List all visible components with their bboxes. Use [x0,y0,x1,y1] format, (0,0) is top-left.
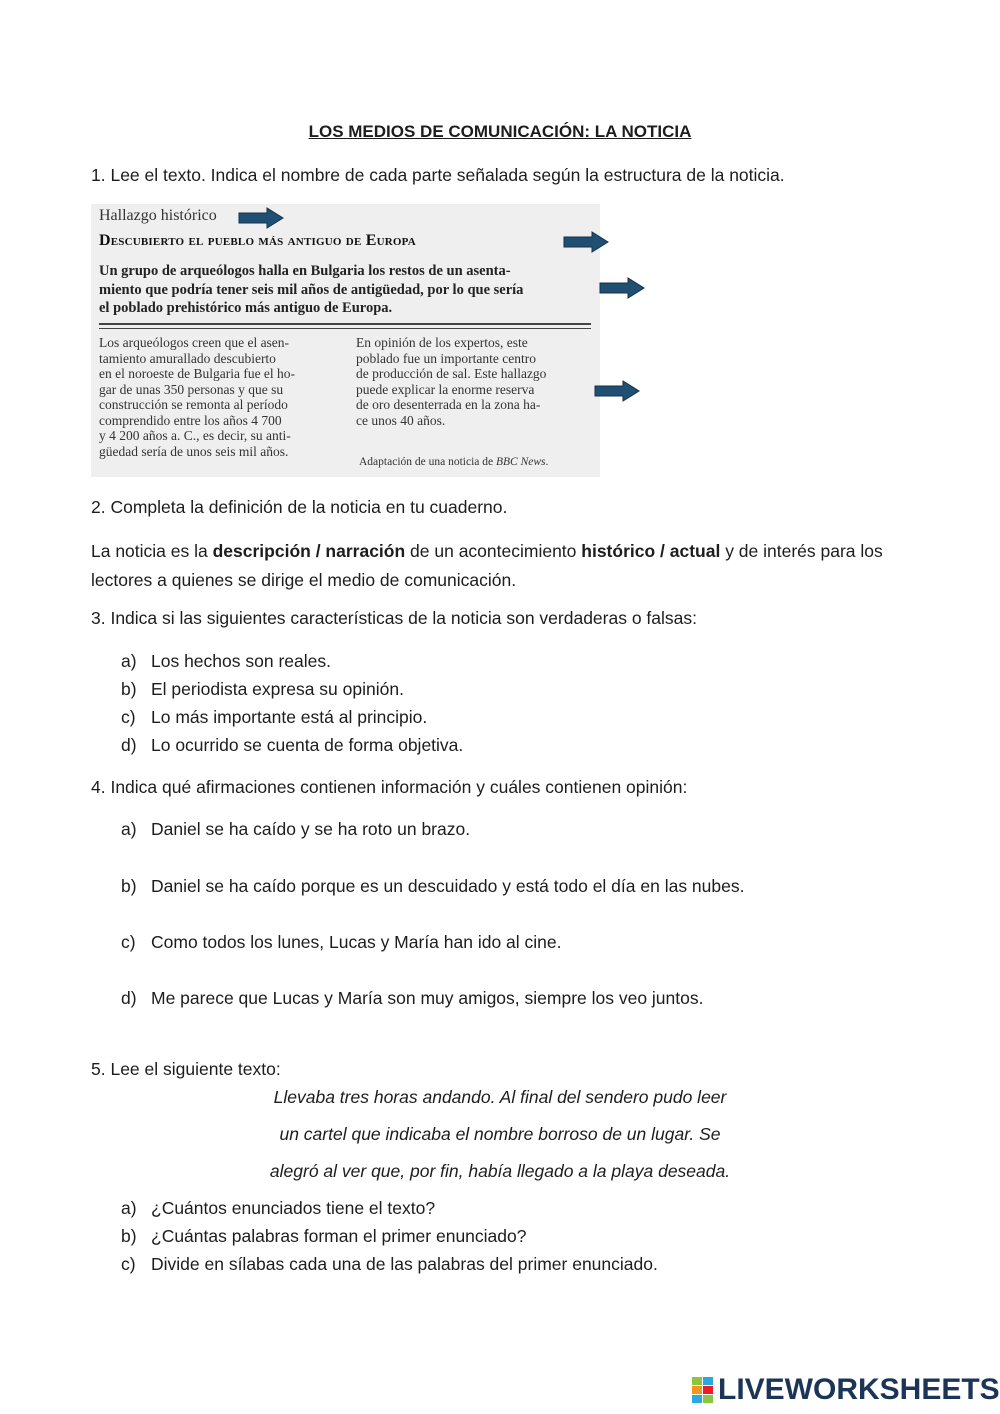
news-source-suffix: . [545,456,549,468]
list-item [121,1225,526,1247]
list-text: Me parece que Lucas y María son muy amigos, siempre los veo juntos. [151,988,704,1008]
list-item [121,931,562,953]
list-text: Los hechos son reales. [151,651,331,671]
list-letter: c) [121,707,136,727]
news-section-label: Hallazgo histórico [99,207,217,224]
news-body-line: En opinión de los expertos, este [356,335,528,350]
definition-text: y de interés para los lectores a quienes se dirige el medio de comunicación. [91,541,883,590]
news-body-line: construcción se remonta al período [99,397,288,412]
list-item [121,987,703,1009]
list-text: Daniel se ha caído porque es un descuidado y está todo el día en las nubes. [151,876,745,896]
news-body-line: en el noroeste de Bulgaria fue el ho- [99,366,296,381]
list-text: Lo ocurrido se cuenta de forma objetiva. [151,735,464,755]
list-item [121,875,744,897]
list-letter: b) [121,1226,137,1246]
news-source-prefix: Adaptación de una noticia de [359,456,496,468]
news-body-line: de oro desenterrada en la zona ha- [356,397,541,412]
list-text: El periodista expresa su opinión. [151,679,404,699]
list-letter: c) [121,932,136,952]
list-text: Como todos los lunes, Lucas y María han ido al cine. [151,932,562,952]
quote-line: alegró al ver que, por fin, había llegado a la playa deseada. [269,1161,731,1181]
quote-line: un cartel que indicaba el nombre borroso de un lugar. Se [279,1124,721,1144]
question-2: 2. Completa la definición de la noticia en tu cuaderno. [91,497,508,517]
list-text: ¿Cuántas palabras forman el primer enunciado? [151,1226,527,1246]
definition-paragraph [91,537,921,595]
list-letter: b) [121,876,137,896]
news-body-column-1 [99,335,339,459]
quote-line: Llevaba tres horas andando. Al final del sendero pudo leer [273,1087,727,1107]
list-item [121,678,404,700]
news-body-line: tamiento amurallado descubierto [99,350,276,366]
list-letter: c) [121,1254,136,1274]
news-body-line: y 4 200 años a. C., es decir, su anti- [99,428,291,443]
news-body-line: gar de unas 350 personas y que su [99,381,284,397]
question-4: 4. Indica qué afirmaciones contienen información y cuáles contienen opinión: [91,777,688,797]
list-item [121,734,463,756]
arrow-right-icon [238,207,284,229]
news-headline: Descubierto el pueblo más antiguo de Europa [99,232,416,249]
news-body-column-2 [356,335,596,428]
news-divider [99,328,591,329]
definition-option: descripción / narración [212,541,406,561]
logo-blocks-icon [692,1377,714,1403]
news-lead [99,262,591,318]
news-body-line: puede explicar la enorme reserva [356,381,535,397]
list-letter: a) [121,651,137,671]
question-3: 3. Indica si las siguientes características de la noticia son verdaderas o falsas: [91,608,698,628]
news-body-line: güedad sería de unos seis mil años. [99,443,289,459]
news-body-line: de producción de sal. Este hallazgo [356,366,547,381]
news-body-line: poblado fue un importante centro [356,350,536,366]
arrow-right-icon [599,277,645,299]
list-item [121,1253,658,1275]
definition-text: La noticia es la [91,541,213,561]
news-source [359,456,548,468]
definition-text: de un acontecimiento [405,541,582,561]
news-body-line: ce unos 40 años. [356,412,446,428]
question-1: 1. Lee el texto. Indica el nombre de cada parte señalada según la estructura de la noticia. [91,165,785,185]
list-item [121,818,470,840]
definition-option: histórico / actual [581,541,721,561]
news-clipping [91,204,600,477]
arrow-right-icon [594,380,640,402]
news-lead-line: Un grupo de arqueólogos halla en Bulgaria los restos de un asenta- [99,263,511,279]
arrow-right-icon [563,231,609,253]
list-text: Daniel se ha caído y se ha roto un brazo. [151,819,471,839]
list-item [121,706,427,728]
page-title: LOS MEDIOS DE COMUNICACIÓN: LA NOTICIA [308,122,692,141]
list-letter: d) [121,988,137,1008]
list-letter: a) [121,819,137,839]
news-lead-line: miento que podría tener seis mil años de antigüedad, por lo que sería [99,281,524,298]
logo-text: LIVEWORKSHEETS [718,1373,1000,1406]
news-lead-line: el poblado prehistórico más antiguo de Europa. [99,300,393,316]
list-letter: d) [121,735,137,755]
list-item [121,650,331,672]
news-source-name: BBC News [496,456,546,468]
news-divider [99,323,591,325]
list-letter: a) [121,1198,137,1218]
question-5: 5. Lee el siguiente texto: [91,1059,281,1079]
list-text: Lo más importante está al principio. [151,707,428,727]
list-item [121,1197,435,1219]
list-text: Divide en sílabas cada una de las palabras del primer enunciado. [151,1254,658,1274]
list-letter: b) [121,679,137,699]
list-text: ¿Cuántos enunciados tiene el texto? [151,1198,436,1218]
liveworksheets-logo [692,1373,1000,1407]
news-body-line: comprendido entre los años 4 700 [99,412,282,428]
news-body-line: Los arqueólogos creen que el asen- [99,335,290,350]
